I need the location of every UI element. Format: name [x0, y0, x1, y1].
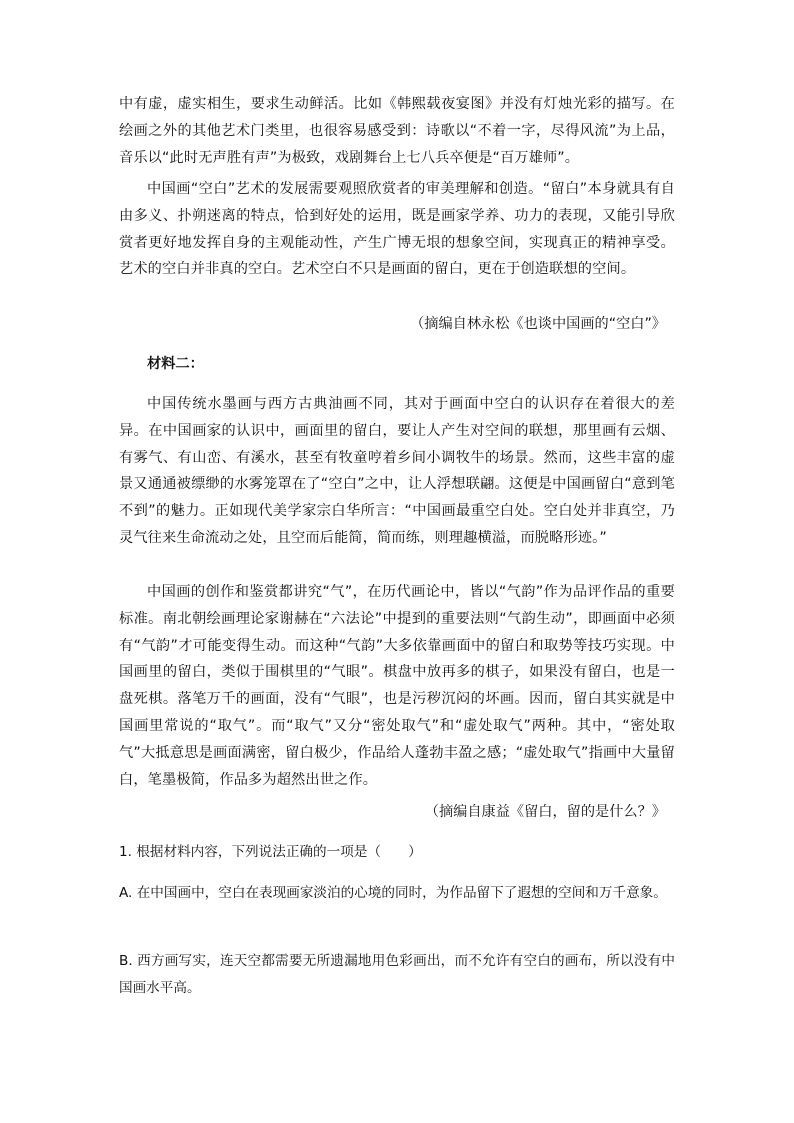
option-b: B. 西方画写实，连天空都需要无所遗漏地用色彩画出，而不允许有空白的画布，所以没有中国画水平高。	[119, 953, 675, 996]
paragraph-ink-vs-oil: 中国传统水墨画与西方古典油画不同，其对于画面中空白的认识存在着很大的差异。在中国画家的认识中，画面里的留白，要让人产生对空间的联想，那里画有云烟、有雾气、有山峦、有溪水，甚至有牧童哼着乡间小调牧牛的场景。然而，这些丰富的虚景又通通被缥缈的水雾笼罩在了“空白”之中，让人浮想联翩。这便是中国画留白“意到笔不到”的魅力。正如现代美学家宗白华所言：“中国画最重空白处。空白处并非真空，乃灵气往来生命流动之处，且空而后能简，简而练，则理趣横溢，而脱略形迹。”	[119, 396, 675, 546]
option-a: A. 在中国画中，空白在表现画家淡泊的心境的同时，为作品留下了遐想的空间和万千意象。	[119, 885, 667, 901]
paragraph-blank-art-development: 中国画“空白”艺术的发展需要观照欣赏者的审美理解和创造。“留白”本身就具有自由多义、扑朔迷离的特点，恰到好处的运用，既是画家学养、功力的表现，又能引导欣赏者更好地发挥自身的主观能动性，产生广博无垠的想象空间，实现真正的精神享受。艺术的空白并非真的空白。艺术空白不只是画面的留白，更在于创造联想的空间。	[119, 181, 675, 278]
source-citation-2: （摘编自康益《留白，留的是什么？》	[424, 804, 666, 820]
source-citation-1: （摘编自林永松《也谈中国画的“空白”》	[410, 316, 666, 332]
paragraph-qi-yun: 中国画的创作和鉴赏都讲究“气”，在历代画论中，皆以“气韵”作为品评作品的重要标准。南北朝绘画理论家谢赫在“六法论”中提到的重要法则“气韵生动”，即画面中必须有“气韵”才可能变得生动。而这种“气韵”大多依靠画面中的留白和取势等技巧实现。中国画里的留白，类似于围棋里的“气眼”。棋盘中放再多的棋子，如果没有留白，也是一盘死棋。落笔万千的画面，没有“气眼”，也是污秽沉闷的坏画。因而，留白其实就是中国画里常说的“取气”。而“取气”又分“密处取气”和“虚处取气”两种。其中，“密处取气”大抵意思是画面满密，留白极少，作品给人蓬勃丰盈之感；“虚处取气”指画中大量留白，笔墨极简，作品多为超然出世之作。	[119, 584, 675, 788]
paragraph-art-of-blank-continued: 中有虚，虚实相生，要求生动鲜活。比如《韩熙载夜宴图》并没有灯烛光彩的描写。在绘画之外的其他艺术门类里，也很容易感受到：诗歌以“不着一字，尽得风流”为上品，音乐以“此时无声胜有声”为极致，戏剧舞台上七八兵卒便是“百万雄师”。	[119, 96, 675, 166]
question-1: 1. 根据材料内容，下列说法正确的一项是（ ）	[119, 844, 422, 860]
material-two-heading: 材料二：	[147, 356, 204, 372]
